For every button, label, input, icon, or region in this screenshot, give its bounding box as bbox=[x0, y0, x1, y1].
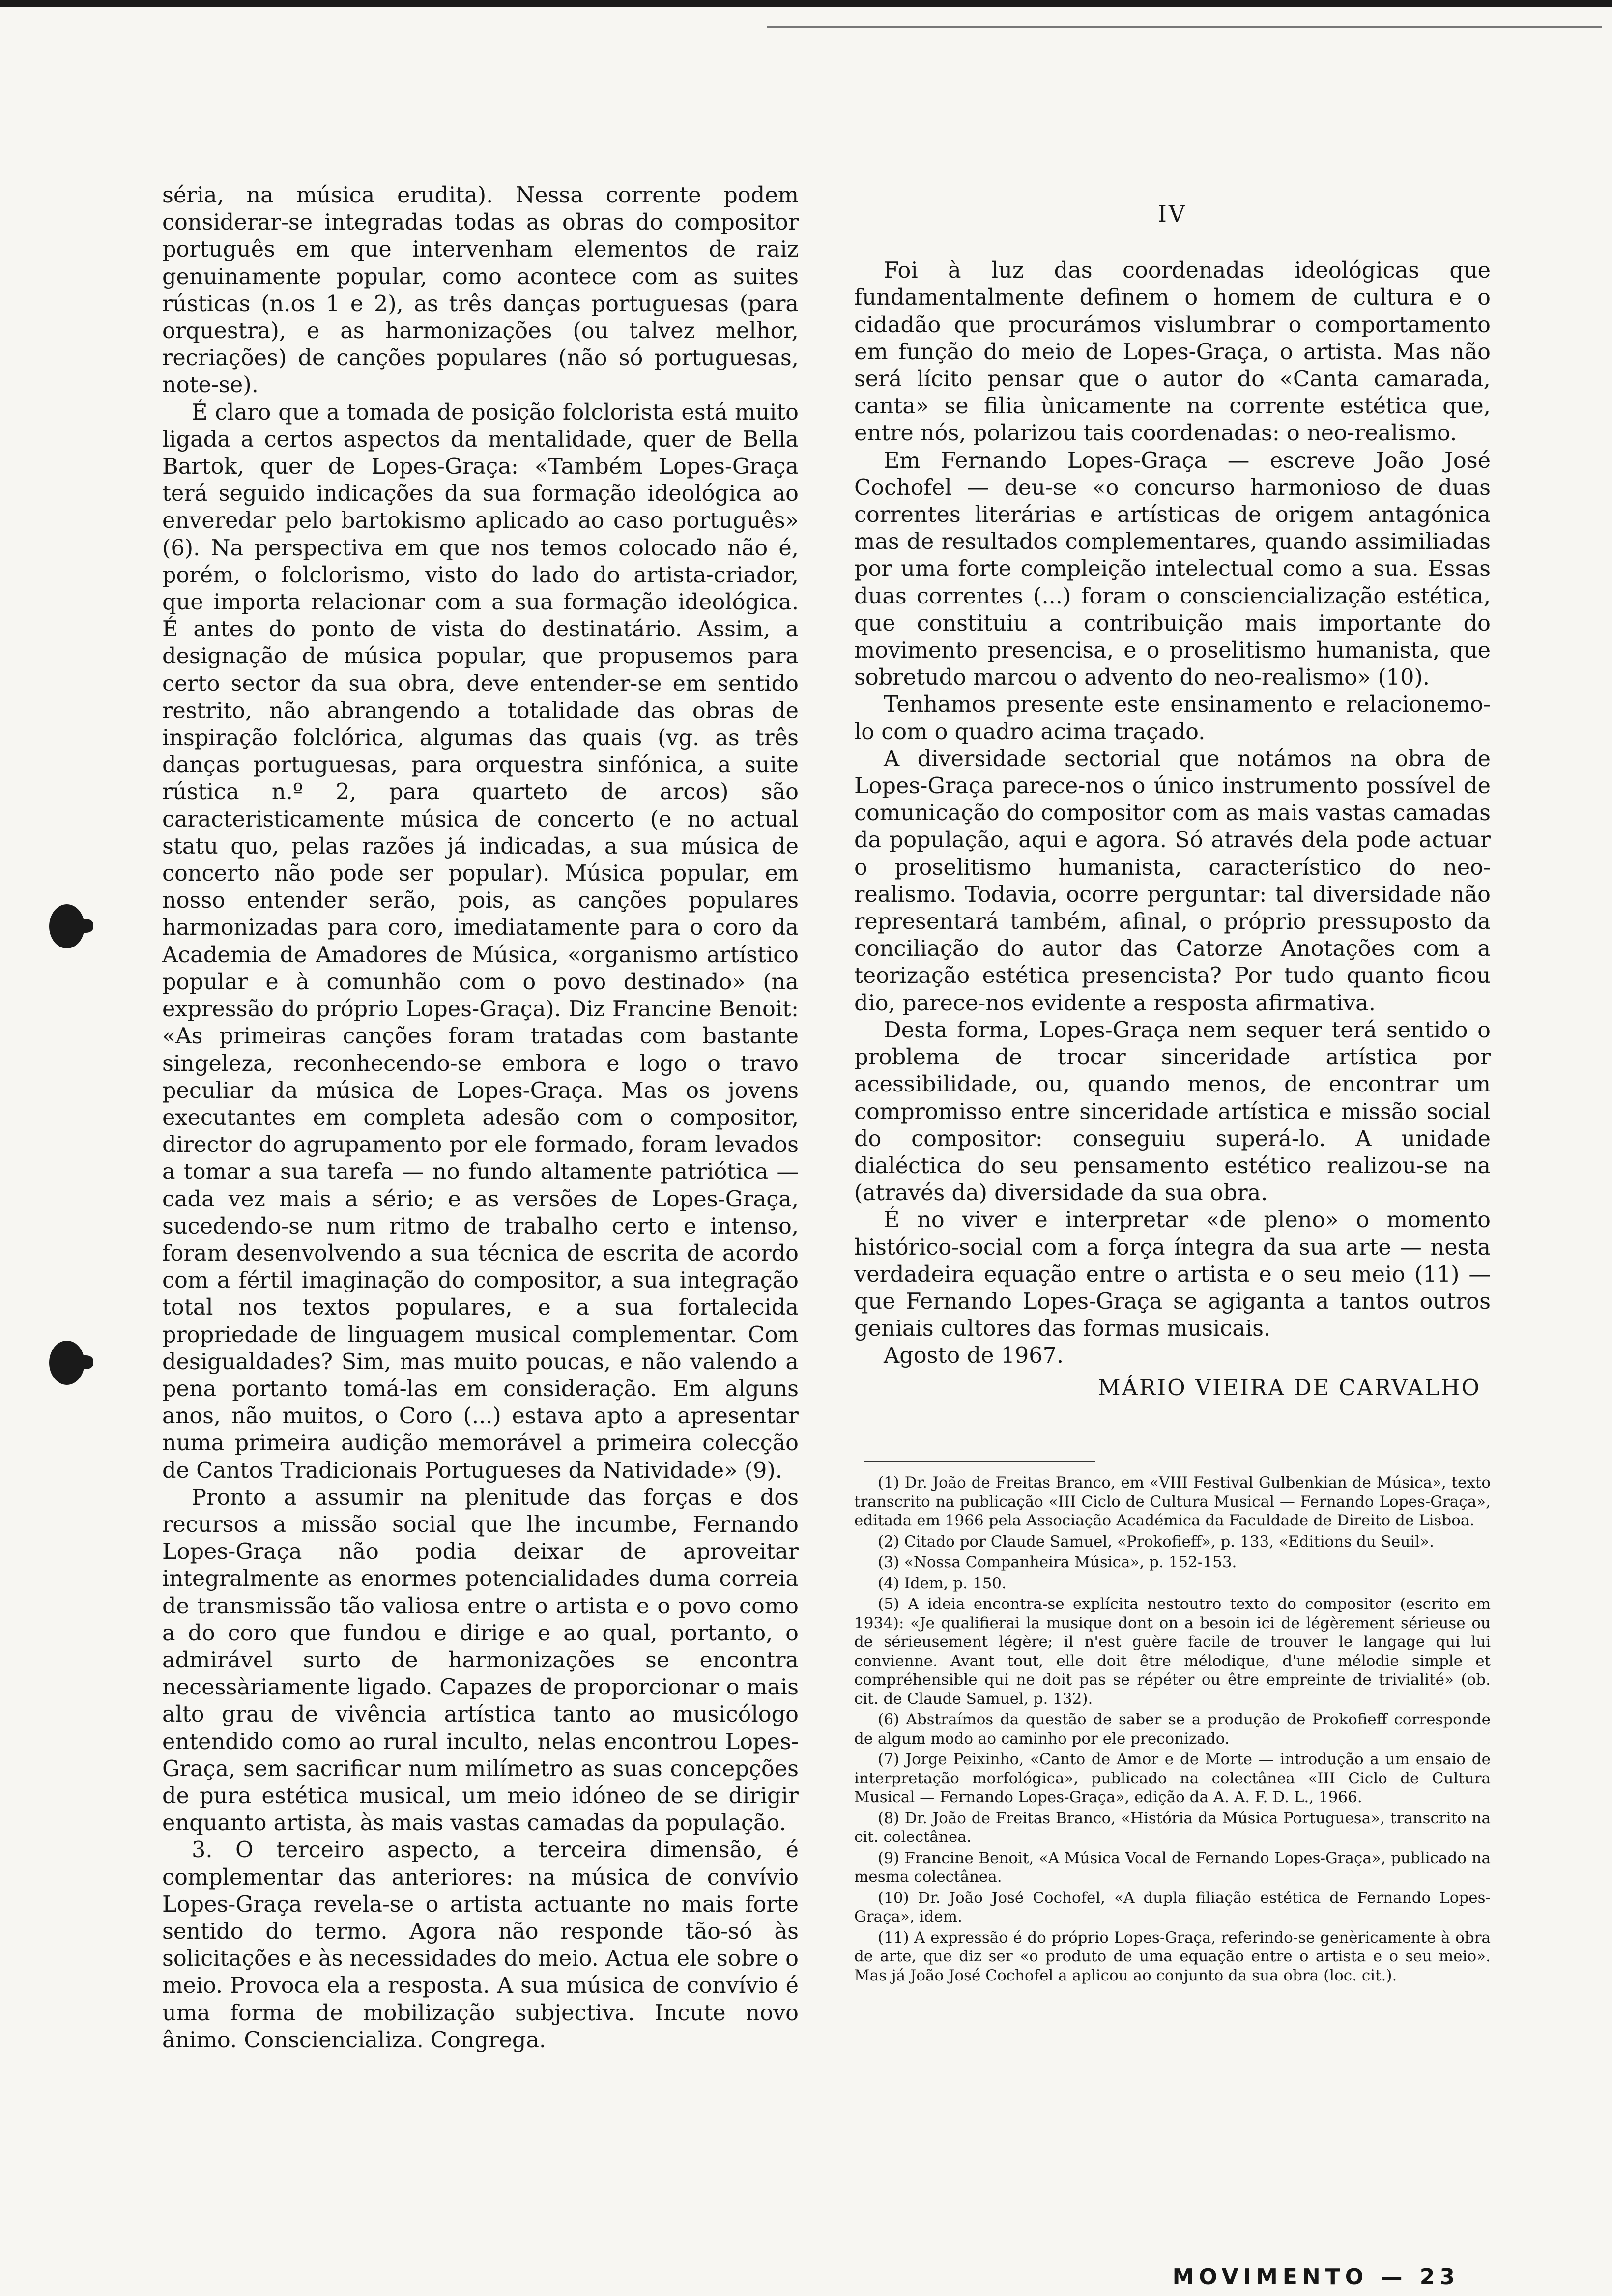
section-heading: IV bbox=[1157, 201, 1187, 227]
footnote: (8) Dr. João de Freitas Branco, «História da Música Portuguesa», transcrito na cit. colectânea. bbox=[854, 1809, 1491, 1846]
paragraph: Foi à luz das coordenadas ideológicas que fundamentalmente definem o homem de cultura e o cidadão que procurámos vislumbrar o comportamento em função do meio de Lopes-Graça, o artista. Mas não será lícito pensar que o autor do «Canta camarada, canta» se filia ùnicamente na corrente estética que, entre nós, polarizou tais coordenadas: o neo-realismo. bbox=[854, 258, 1491, 446]
binding-hole-top bbox=[49, 904, 85, 948]
paragraph: É no viver e interpretar «de pleno» o momento histórico-social com a força íntegra da sua arte — nesta verdadeira equação entre o artista e o seu meio (11) — que Fernando Lopes-Graça se agiganta a tantos outros geniais cultores das formas musicais. bbox=[854, 1207, 1491, 1342]
paragraph: 3. O terceiro aspecto, a terceira dimensão, é complementar das anteriores: na música de convívio Lopes-Graça revela-se o artista actuante no mais forte sentido do termo. Agora não responde tão-só às solicitações e às necessidades do meio. Actua ele sobre o meio. Provoca ela a resposta. A sua música de convívio é uma forma de mobilização subjectiva. Incute novo ânimo. Consciencializa. Congrega. bbox=[162, 1837, 799, 2053]
footnote: (10) Dr. João José Cochofel, «A dupla filiação estética de Fernando Lopes-Graça», idem. bbox=[854, 1889, 1491, 1925]
article-date: Agosto de 1967. bbox=[884, 1343, 1064, 1369]
footnote: (6) Abstraímos da questão de saber se a produção de Prokofieff corresponde de algum modo ao caminho por ele preconizado. bbox=[854, 1711, 1491, 1748]
article-author: MÁRIO VIEIRA DE CARVALHO bbox=[1098, 1375, 1481, 1401]
left-column bbox=[162, 182, 799, 2054]
footnote: (5) A ideia encontra-se explícita nestoutro texto do compositor (escrito em 1934): «Je qualifierai la musique dont on a besoin ici de légèrement sérieuse ou de sérieusement légère; il n'est guère facile de trouver le langage qui lui convienne. Avant tout, elle doit être mélodique, d'une mélodie simple et compréhensible qui ne doit pas se répéter ou être empreinte de trivialité» (ob. cit. de Claude Samuel, p. 132). bbox=[854, 1595, 1491, 1708]
footnote: (9) Francine Benoit, «A Música Vocal de Fernando Lopes-Graça», publicado na mesma colectânea. bbox=[854, 1849, 1491, 1886]
paragraph: A diversidade sectorial que notámos na obra de Lopes-Graça parece-nos o único instrumento possível de comunicação do compositor com as mais vastas camadas da população, aqui e agora. Só através dela pode actuar o proselitismo humanista, característico do neo-realismo. Todavia, ocorre perguntar: tal diversidade não representará também, afinal, o próprio pressuposto da conciliação do autor das Catorze Anotações com a teorização estética presencista? Por tudo quanto ficou dio, parece-nos evidente a resposta afirmativa. bbox=[854, 746, 1491, 1016]
footnote: (2) Citado por Claude Samuel, «Prokofieff», p. 133, «Editions du Seuil». bbox=[878, 1532, 1434, 1550]
magazine-name: MOVIMENTO bbox=[1172, 2265, 1369, 2290]
paragraph: Pronto a assumir na plenitude das forças e dos recursos a missão social que lhe incumbe, Fernando Lopes-Graça não podia deixar de aproveitar integralmente as enormes potencialidades duma correia de transmissão tão valiosa entre o artista e o povo como a do coro que fundou e dirige e ao qual, portanto, o admirável surto de harmonizações se encontra necessàriamente ligado. Capazes de proporcionar o mais alto grau de vivência artística tanto ao musicólogo entendido como ao rural inculto, nelas encontrou Lopes-Graça, sem sacrificar num milímetro as suas concepções de pura estética musical, um meio idóneo de se dirigir enquanto artista, às mais vastas camadas da população. bbox=[162, 1484, 799, 1836]
footnote: (3) «Nossa Companheira Música», p. 152-153. bbox=[878, 1553, 1237, 1571]
paragraph: Desta forma, Lopes-Graça nem sequer terá sentido o problema de trocar sinceridade artística por acessibilidade, ou, quando menos, de encontrar um compromisso entre sinceridade artística e missão social do compositor: conseguiu superá-lo. A unidade dialéctica do seu pensamento estético realizou-se na (através da) diversidade da sua obra. bbox=[854, 1017, 1491, 1206]
paragraph: É claro que a tomada de posição folclorista está muito ligada a certos aspectos da mentalidade, quer de Bella Bartok, quer de Lopes-Graça: «Também Lopes-Graça terá seguido indicações da sua formação ideológica ao enveredar pelo bartokismo aplicado ao caso português» (6). Na perspectiva em que nos temos colocado não é, porém, o folclorismo, visto do lado do artista-criador, que importa relacionar com a sua formação ideológica. É antes do ponto de vista do destinatário. Assim, a designação de música popular, que propusemos para certo sector da sua obra, deve entender-se em sentido restrito, não abrangendo a totalidade das obras de inspiração folclórica, algumas das quais (vg. as três danças portuguesas, para orquestra sinfónica, a suite rústica n.º 2, para quarteto de arcos) são caracteristicamente música de concerto (e no actual statu quo, pelas razões já indicadas, a sua música de concerto não pode ser popular). Música popular, em nosso entender serão, pois, as canções populares harmonizadas para coro, imediatamente para o coro da Academia de Amadores de Música, «organismo artístico popular e à comunhão com o povo destinado» (na expressão do próprio Lopes-Graça). Diz Francine Benoit: «As primeiras canções foram tratadas com bastante singeleza, reconhecendo-se embora e logo o travo peculiar da música de Lopes-Graça. Mas os jovens executantes em completa adesão com o compositor, director do agrupamento por ele formado, foram levados a tomar a sua tarefa — no fundo altamente patriótica — cada vez mais a sério; e as versões de Lopes-Graça, sucedendo-se num ritmo de trabalho certo e intenso, foram desenvolvendo a sua técnica de escrita de acordo com a fértil imaginação do compositor, a sua integração total nos textos populares, e a sua fortalecida propriedade de linguagem musical complementar. Com desigualdades? Sim, mas muito poucas, e não valendo a pena portanto tomá-las em consideração. Em alguns anos, não muitos, o Coro (...) estava apto a apresentar numa primeira audição memorável a primeira colecção de Cantos Tradicionais Portugueses da Natividade» (9). bbox=[162, 399, 799, 1483]
footnote: (4) Idem, p. 150. bbox=[878, 1574, 1007, 1592]
binding-hole-bottom bbox=[49, 1341, 85, 1385]
page-footer bbox=[1173, 2265, 1460, 2290]
page-number: — 23 bbox=[1381, 2265, 1460, 2290]
top-rule-thin bbox=[767, 26, 1602, 28]
right-column bbox=[854, 182, 1491, 1402]
paragraph: Em Fernando Lopes-Graça — escreve João José Cochofel — deu-se «o concurso harmonioso de duas correntes literárias e artísticas de origem antagónica mas de resultados complementares, quando assimiliadas por uma forte compleição intelectual como a sua. Essas duas correntes (...) foram o consciencialização estética, que constituiu a contribuição mais importante do movimento presencisa, e o proselitismo humanista, que sobretudo marcou o advento do neo-realismo» (10). bbox=[854, 447, 1491, 690]
footnotes bbox=[854, 1473, 1491, 1987]
paragraph: Tenhamos presente este ensinamento e relacionemo-lo com o quadro acima traçado. bbox=[854, 691, 1491, 745]
footnote: (7) Jorge Peixinho, «Canto de Amor e de Morte — introdução a um ensaio de interpretação morfológica», publicado na colectânea «III Ciclo de Cultura Musical — Fernando Lopes-Graça», edição da A. A. F. D. L., 1966. bbox=[854, 1751, 1491, 1806]
paragraph: séria, na música erudita). Nessa corrente podem considerar-se integradas todas as obras do compositor português em que intervenham elementos de raiz genuinamente popular, como acontece com as suites rústicas (n.os 1 e 2), as três danças portuguesas (para orquestra), e as harmonizações (ou talvez melhor, recriações) de canções populares (não só portuguesas, note-se). bbox=[162, 182, 799, 398]
footnote: (1) Dr. João de Freitas Branco, em «VIII Festival Gulbenkian de Música», texto transcrito na publicação «III Ciclo de Cultura Musical — Fernando Lopes-Graça», editada em 1966 pela Associação Académica da Faculdade de Direito de Lisboa. bbox=[854, 1474, 1491, 1529]
top-rule bbox=[0, 0, 1612, 7]
footnote: (11) A expressão é do próprio Lopes-Graça, referindo-se genèricamente à obra de arte, que diz ser «o produto de uma equação entre o artista e o seu meio». Mas já João José Cochofel a aplicou ao conjunto da sua obra (loc. cit.). bbox=[854, 1928, 1491, 1984]
